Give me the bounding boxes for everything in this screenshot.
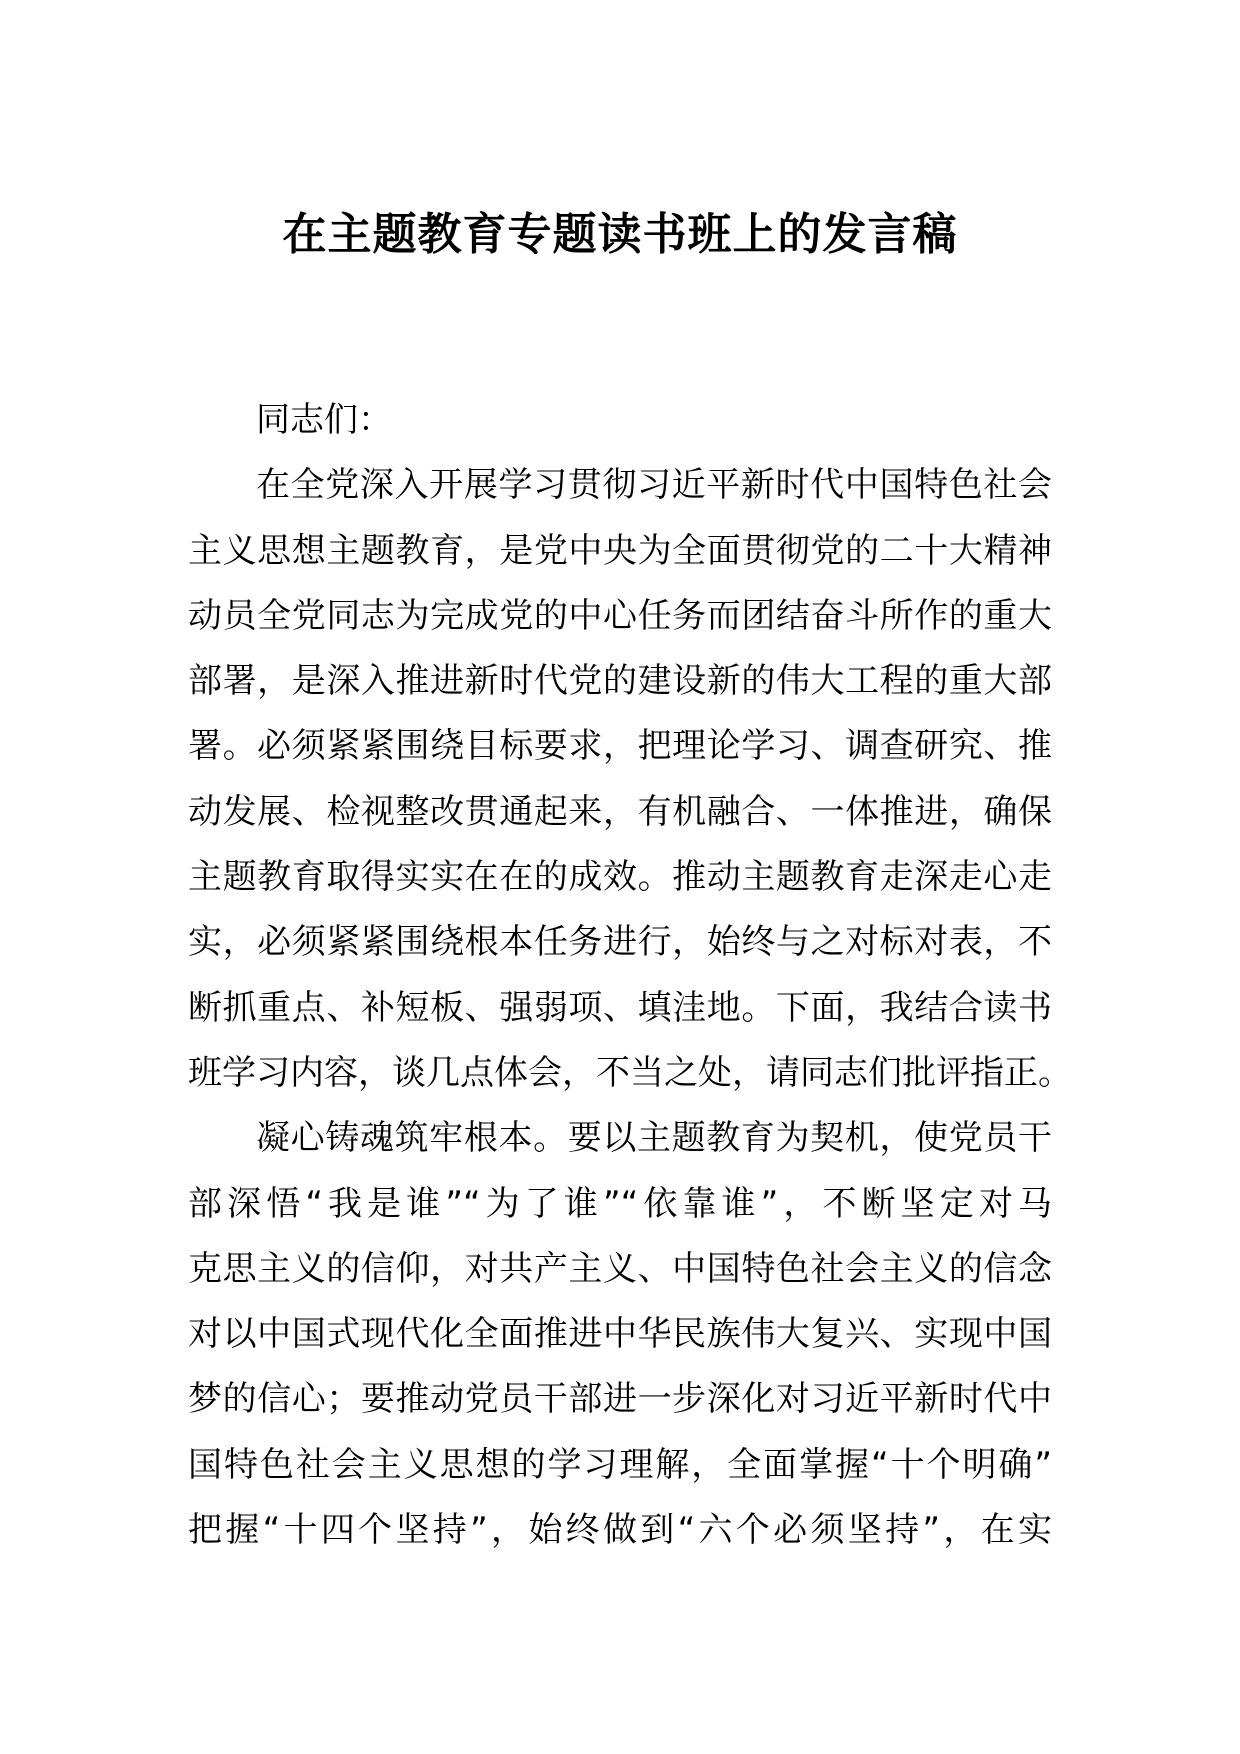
text-line: 部深悟“我是谁”“为了谁”“依靠谁”，不断坚定对马 — [188, 1183, 1052, 1224]
text-line: 克思主义的信仰，对共产主义、中国特色社会主义的信念 — [188, 1248, 1052, 1289]
text-line: 主义思想主题教育，是党中央为全面贯彻党的二十大精神 — [188, 530, 1052, 571]
document-title: 在主题教育专题读书班上的发言稿 — [282, 209, 958, 260]
text-line: 对以中国式现代化全面推进中华民族伟大复兴、实现中国 — [188, 1314, 1052, 1355]
paragraph-1 — [188, 453, 1072, 1106]
salutation: 同志们： — [256, 400, 392, 440]
document-body — [188, 388, 1072, 1563]
text-line: 国特色社会主义思想的学习理解，全面掌握“十个明确” — [188, 1444, 1052, 1485]
text-line: 署。必须紧紧围绕目标要求，把理论学习、调查研究、推 — [188, 726, 1052, 767]
text-line: 实，必须紧紧围绕根本任务进行，始终与之对标对表，不 — [188, 922, 1052, 963]
text-line: 把握“十四个坚持”，始终做到“六个必须坚持”，在实 — [188, 1510, 1052, 1551]
text-line: 在全党深入开展学习贯彻习近平新时代中国特色社会 — [256, 465, 1052, 506]
text-line: 班学习内容，谈几点体会，不当之处，请同志们批评指正。 — [188, 1052, 1072, 1093]
paragraph-2 — [188, 1106, 1052, 1563]
text-line: 断抓重点、补短板、强弱项、填洼地。下面，我结合读书 — [188, 987, 1052, 1028]
text-line: 梦的信心；要推动党员干部进一步深化对习近平新时代中 — [188, 1379, 1052, 1420]
text-line: 凝心铸魂筑牢根本。要以主题教育为契机，使党员干 — [256, 1118, 1052, 1159]
text-line: 动发展、检视整改贯通起来，有机融合、一体推进，确保 — [188, 791, 1052, 832]
text-line: 主题教育取得实实在在的成效。推动主题教育走深走心走 — [188, 857, 1052, 898]
text-line: 部署，是深入推进新时代党的建设新的伟大工程的重大部 — [188, 661, 1052, 702]
text-line: 动员全党同志为完成党的中心任务而团结奋斗所作的重大 — [188, 595, 1052, 636]
